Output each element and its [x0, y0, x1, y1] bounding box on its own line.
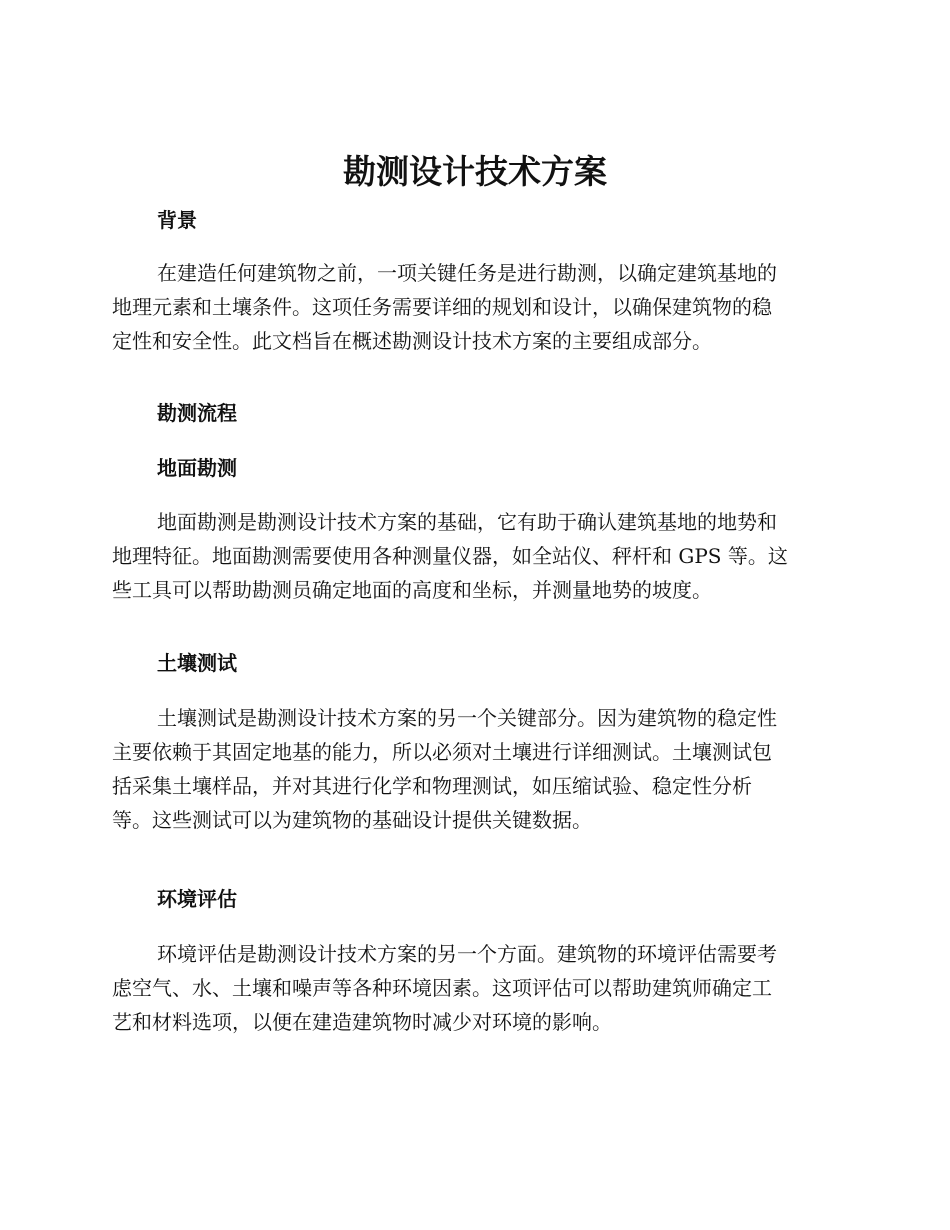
paragraph-line: 括采集土壤样品，并对其进行化学和物理测试，如压缩试验、稳定性分析	[112, 774, 752, 798]
paragraph-line: 艺和材料选项，以便在建造建筑物时减少对环境的影响。	[112, 1010, 612, 1034]
paragraph-line: 定性和安全性。此文档旨在概述勘测设计技术方案的主要组成部分。	[112, 329, 712, 353]
paragraph-line: 主要依赖于其固定地基的能力，所以必须对土壤进行详细测试。土壤测试包	[112, 740, 772, 764]
paragraph-line: 在建造任何建筑物之前，一项关键任务是进行勘测，以确定建筑基地的	[157, 261, 777, 285]
paragraph-environment-assessment	[112, 937, 840, 1039]
paragraph-line: 地理特征。地面勘测需要使用各种测量仪器，如全站仪、秤杆和 GPS 等。这	[112, 544, 788, 568]
section-heading-soil-test: 土壤测试	[157, 651, 237, 675]
section-heading-environment-assessment: 环境评估	[157, 887, 237, 911]
paragraph-line: 环境评估是勘测设计技术方案的另一个方面。建筑物的环境评估需要考	[157, 942, 777, 966]
paragraph-line: 地理元素和土壤条件。这项任务需要详细的规划和设计，以确保建筑物的稳	[112, 295, 772, 319]
paragraph-soil-test	[112, 701, 840, 837]
section-heading-survey-process: 勘测流程	[157, 401, 237, 425]
paragraph-line: 虑空气、水、土壤和噪声等各种环境因素。这项评估可以帮助建筑师确定工	[112, 976, 772, 1000]
paragraph-line: 地面勘测是勘测设计技术方案的基础，它有助于确认建筑基地的地势和	[157, 510, 777, 534]
paragraph-line: 些工具可以帮助勘测员确定地面的高度和坐标，并测量地势的坡度。	[112, 578, 712, 602]
page-title: 勘测设计技术方案	[343, 152, 607, 191]
paragraph-line: 土壤测试是勘测设计技术方案的另一个关键部分。因为建筑物的稳定性	[157, 706, 777, 730]
section-heading-ground-survey: 地面勘测	[157, 456, 237, 480]
paragraph-ground-survey	[112, 505, 840, 607]
section-heading-background: 背景	[157, 208, 197, 232]
paragraph-background	[112, 256, 840, 358]
paragraph-line: 等。这些测试可以为建筑物的基础设计提供关键数据。	[112, 808, 592, 832]
